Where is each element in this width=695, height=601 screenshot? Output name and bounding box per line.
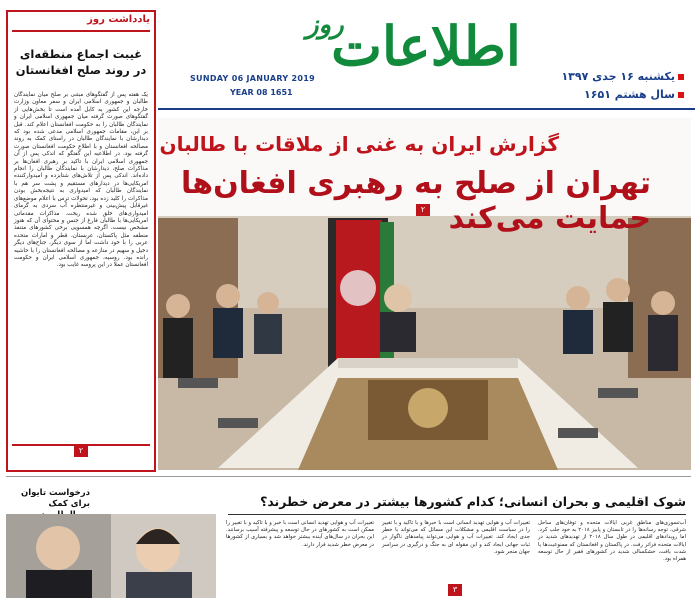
climate-rule	[228, 514, 686, 515]
taiwan-headline[interactable]: درخواست تایوان برای کمک	[20, 488, 90, 509]
issue-english: YEAR 08 1651	[230, 88, 293, 97]
lead-story-photo[interactable]	[158, 118, 691, 470]
climate-story	[222, 484, 692, 598]
issue-persian: سال هشتم ۱۶۵۱	[584, 88, 687, 101]
newspaper-logo[interactable]: اطلاعات	[331, 14, 521, 78]
masthead-rule	[158, 108, 695, 110]
page-badge: ۳	[448, 584, 462, 596]
newspaper-logo-sub: روز	[306, 10, 344, 40]
climate-column-3: تغییرات آب و هوایی تهدید انسانی است با خبر و با تاکید و با تغییر را ممکن است به کشورهای در حال توسعه و پیشرفته آسیب برسانند. این بحران در سال‌های آینده بیشتر خواهد شد و بسیاری از کشورها در معرض خطر شدید قرار دارند.	[226, 520, 374, 548]
section-divider	[6, 476, 691, 477]
climate-column-1: آب‌تسوری‌های مناطق غربی ایالات متحده و توفان‌های ساحل شرقی، توجه رسانه‌ها را در تابستان و پاییز ۲۰۱۸ به خود جلب کرد. اما رویدادهای اقلیمی در طول سال ۲۰۱۸ از تهدیدهای شدید در ایالات متحده فراتر رفت. در پاکستان و افغانستان که ممنوعیت‌ها یا شدت یافت، خشکسالی شدید در کشورهای فقیر از حال توسعه همراه بود.	[538, 520, 686, 563]
editorial-column	[6, 10, 156, 472]
climate-headline[interactable]: شوک اقلیمی و بحران انسانی؛ کدام کشورها بیشتر در معرض خطرند؟	[260, 494, 686, 509]
bullet-square-icon	[678, 92, 684, 98]
page-badge: ۲	[74, 445, 88, 457]
leaders-photo-illustration	[6, 514, 216, 598]
lead-kicker[interactable]: گزارش ایران به غنی از ملاقات با طالبان	[159, 132, 559, 156]
date-english: SUNDAY 06 JANUARY 2019	[190, 74, 315, 83]
column-rule	[12, 30, 150, 32]
column-tag: یادداشت روز	[87, 14, 150, 25]
column-body: یک هفته پس از گفتگوهای مبتنی بر صلح میان نمایندگان طالبان و جمهوری اسلامی ایران و سفر معاون وزارت خارجه این کشور به کابل آمده است تا بخش‌هایی از گفتگوهای صورت گرفته میان جمهوری اسلامی ایران و نمایندگان طالبان را به حکومت افغانستان اعلام کند. قبل بر این، مقامات جمهوری اسلامی مدعی شده بود که دیدارشان با نمایندگان طالبان در راستای کمک به روند مصالحه افغانستان و با اطلاع حکومت افغانستان صورت گرفته بود. در اطلاعیه این گفتگو که اندکی پس از آن جمهوری اسلامی ایران با تاکید بر رهبری افغان‌ها بر مذاکرات صلح، دیدارشان با نمایندگان طالبان را انجام داده‌اند. اندکی پس از تلاش‌های شتابزده و امیدوارکننده امریکایی‌ها در دیدارهای مستقیم و پشت سر هم با نمایندگان طالبان که امیدواری به نتیجه‌بخش بودن مذاکرات را کلید زده بود، تحولات ترس با اعلام موضع‌های غیرقابل پیش‌بینی و غیرمنتظره آب سردی به گرمای امیدواری‌های خلق شده ریخت. مذاکرات مقدماتی امریکایی‌ها با طالبان فارغ از جنس و محتوای آن که هنوز مشخص نیست، اگرچه همسویی برخی کشورهای متنفذ منطقه مثل پاکستان، عربستان، قطر و امارات متحده عربی را با خود داشت اما از سوی دیگر، جناح‌های دیگر دخیل و سهیم در منازعه و مصالحه افغانستان را با حاشیه رانده بود. روسیه، جمهوری اسلامی ایران و حکومت افغانستان عملا در این پروسه غایب بود.	[14, 92, 148, 269]
page-badge: ۲	[416, 204, 430, 216]
lead-headline[interactable]: تهران از صلح به رهبری افغان‌ها حمایت می‌کند	[181, 166, 651, 236]
climate-column-2: تغییرات آب و هوایی تهدید انسانی است با خبرها و با تاکید و با تغییر را در سیاست اقلیمی و مشکلات این مسائل که می‌تواند با خطر جدی ایجاد کند. تغییرات آب و هوایی می‌تواند پیامدهای ناگوار در ثبات جهانی ایجاد کند و این مقوله ای به جنگ و درگیری در سراسر جهان منجر شود.	[382, 520, 530, 555]
date-persian: یکشنبه ۱۶ جدی ۱۳۹۷	[561, 70, 687, 83]
bullet-square-icon	[678, 74, 684, 80]
leaders-photo	[6, 514, 216, 598]
taiwan-story[interactable]	[6, 484, 216, 598]
column-headline[interactable]: غیبت اجماع منطقه‌ای در روند صلح افغانستان	[15, 47, 147, 77]
